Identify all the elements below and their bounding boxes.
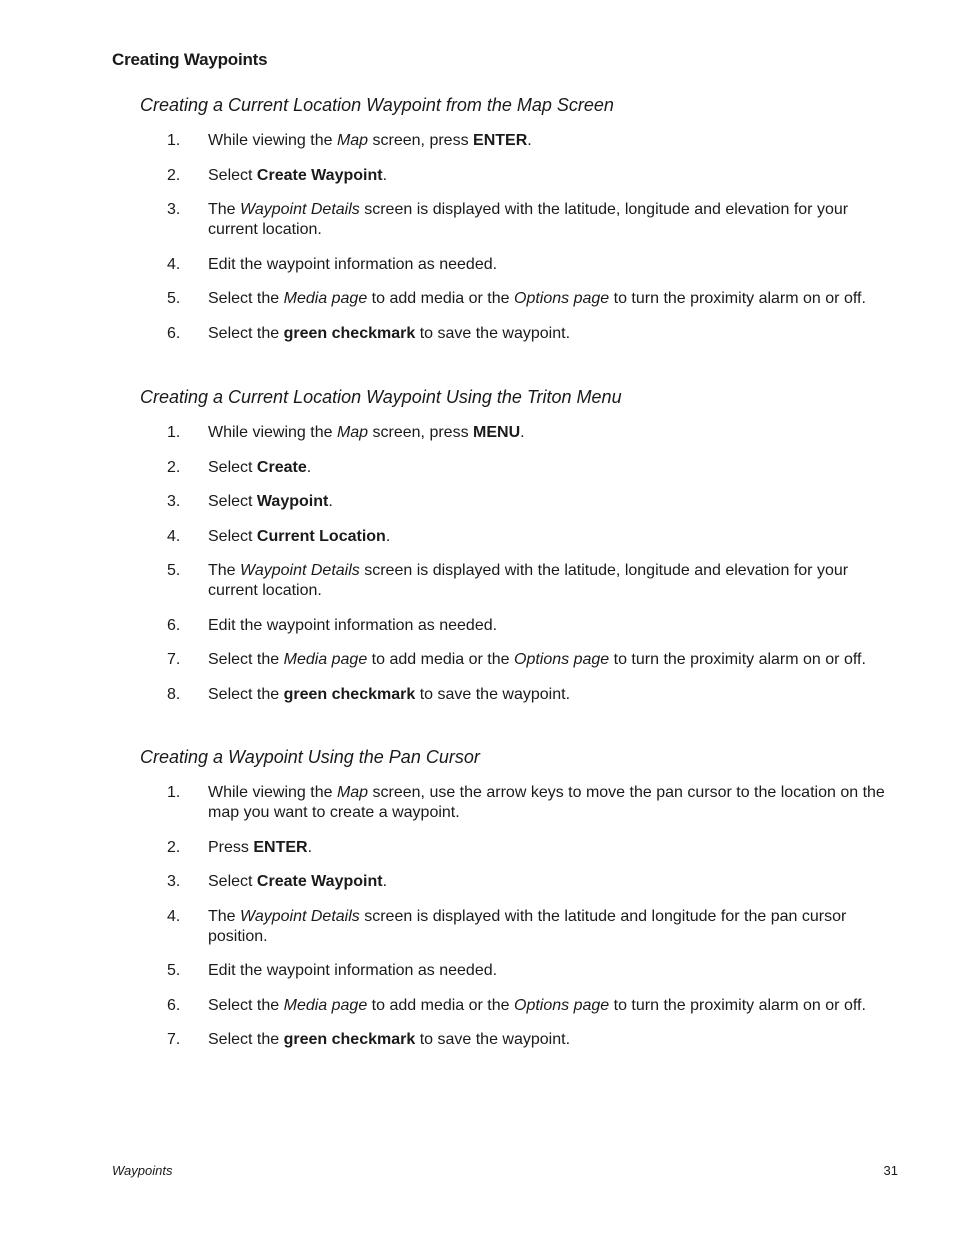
step-text-run: screen, press	[368, 424, 474, 441]
bold-term: green checkmark	[283, 685, 416, 703]
list-item	[167, 1030, 894, 1050]
step-text-run: Press	[208, 838, 254, 856]
bold-term: green checkmark	[283, 1031, 416, 1048]
step-text	[208, 458, 894, 478]
step-text-run: .	[385, 527, 391, 545]
step-text-run: screen is displayed with the latitude, longitude and elevation for your current location.	[208, 562, 849, 599]
list-item	[167, 423, 894, 443]
step-text-run: While viewing the	[208, 424, 337, 441]
step-number: 3.	[167, 493, 181, 510]
italic-term: Media page	[283, 290, 368, 307]
list-item	[167, 324, 894, 344]
italic-term: Waypoint Details	[240, 201, 360, 218]
step-text	[208, 200, 894, 240]
bold-term: Waypoint	[256, 493, 329, 510]
step-number: 5.	[167, 290, 181, 307]
italic-term: Options page	[514, 651, 610, 668]
italic-term: Media page	[283, 996, 368, 1014]
step-text-run: screen is displayed with the latitude and longitude for the pan cursor position.	[208, 907, 847, 945]
step-text-run: .	[527, 132, 532, 149]
section-heading-map-screen: Creating a Current Location Waypoint from the Map Screen	[140, 95, 614, 115]
step-text-run: Select	[208, 166, 257, 184]
step-text	[208, 838, 894, 858]
step-text-run: .	[382, 873, 388, 890]
bold-term: MENU	[473, 424, 521, 441]
list-item	[167, 650, 894, 670]
step-text-run: .	[306, 458, 312, 476]
step-text-run: .	[307, 838, 313, 856]
page-number: 31	[883, 1163, 898, 1178]
step-text-run: Select	[208, 527, 257, 545]
italic-term: Options page	[514, 996, 610, 1014]
step-number: 4.	[167, 255, 181, 273]
list-item	[167, 561, 894, 601]
step-text-run: Select the	[208, 1031, 284, 1048]
italic-term: Waypoint Details	[240, 907, 360, 925]
step-text-run: screen, press	[368, 132, 474, 149]
list-item	[167, 289, 894, 309]
list-item	[167, 783, 894, 823]
step-text-run: to save the waypoint.	[415, 1031, 571, 1048]
list-item	[167, 527, 894, 547]
list-item	[167, 616, 894, 636]
list-item	[167, 872, 894, 892]
step-number: 5.	[167, 962, 181, 979]
step-text	[208, 423, 894, 443]
list-item	[167, 996, 894, 1016]
step-text-run: screen is displayed with the latitude, longitude and elevation for your current location.	[208, 201, 849, 238]
step-text	[208, 961, 894, 981]
step-text-run: The	[208, 562, 241, 579]
step-text-run: Select	[208, 873, 257, 890]
bold-term: Current Location	[256, 527, 386, 545]
step-text-run: Select the	[208, 324, 284, 342]
steps-list-map-screen	[167, 131, 894, 358]
bold-term: Create Waypoint	[256, 166, 383, 184]
step-number: 1.	[167, 784, 181, 801]
step-number: 7.	[167, 1031, 181, 1048]
step-text	[208, 996, 894, 1016]
step-text	[208, 492, 894, 512]
list-item	[167, 131, 894, 151]
step-text-run: Select the	[208, 685, 284, 703]
step-number: 5.	[167, 562, 181, 579]
step-number: 3.	[167, 201, 181, 218]
step-text	[208, 255, 894, 275]
step-text-run: Edit the waypoint information as needed.	[208, 962, 498, 979]
step-number: 7.	[167, 651, 181, 668]
step-text-run: to turn the proximity alarm on or off.	[609, 651, 866, 668]
step-text	[208, 907, 894, 947]
italic-term: Map	[336, 424, 369, 441]
step-text	[208, 131, 894, 151]
step-text	[208, 1030, 894, 1050]
step-text	[208, 783, 894, 823]
steps-list-pan-cursor	[167, 783, 894, 1065]
step-number: 2.	[167, 838, 181, 856]
list-item	[167, 458, 894, 478]
list-item	[167, 907, 894, 947]
list-item	[167, 492, 894, 512]
list-item	[167, 255, 894, 275]
italic-term: Media page	[283, 651, 368, 668]
step-text-run: While viewing the	[208, 784, 337, 801]
bold-term: ENTER	[473, 132, 528, 149]
step-text-run: to add media or the	[367, 290, 514, 307]
step-text	[208, 561, 894, 601]
step-text	[208, 616, 894, 636]
step-number: 3.	[167, 873, 181, 890]
step-text-run: Edit the waypoint information as needed.	[208, 255, 498, 273]
step-text-run: Select the	[208, 996, 284, 1014]
section-heading-pan-cursor: Creating a Waypoint Using the Pan Cursor	[140, 747, 480, 767]
step-text	[208, 650, 894, 670]
section-heading-triton-menu: Creating a Current Location Waypoint Using the Triton Menu	[140, 387, 622, 407]
bold-term: Create	[256, 458, 307, 476]
bold-term: Create Waypoint	[256, 873, 383, 890]
step-number: 6.	[167, 996, 181, 1014]
step-text-run: to add media or the	[367, 651, 514, 668]
step-text	[208, 872, 894, 892]
italic-term: Options page	[514, 290, 610, 307]
bold-term: green checkmark	[283, 324, 416, 342]
step-text-run: The	[208, 907, 241, 925]
step-number: 4.	[167, 527, 181, 545]
step-number: 6.	[167, 324, 181, 342]
step-text-run: Select the	[208, 651, 284, 668]
step-number: 6.	[167, 616, 181, 634]
step-text-run: screen, use the arrow keys to move the pan cursor to the location on the map you want to create a waypoint.	[208, 784, 885, 821]
step-text	[208, 166, 894, 186]
step-text-run: Select the	[208, 290, 284, 307]
step-text	[208, 527, 894, 547]
page-title: Creating Waypoints	[112, 50, 268, 69]
italic-term: Map	[336, 784, 369, 801]
list-item	[167, 200, 894, 240]
step-text-run: to turn the proximity alarm on or off.	[609, 996, 866, 1014]
step-text-run: to turn the proximity alarm on or off.	[609, 290, 866, 307]
list-item	[167, 961, 894, 981]
step-text-run: The	[208, 201, 241, 218]
list-item	[167, 166, 894, 186]
step-text-run: Select	[208, 458, 257, 476]
step-number: 1.	[167, 424, 181, 441]
italic-term: Waypoint Details	[240, 562, 360, 579]
step-text	[208, 324, 894, 344]
step-number: 1.	[167, 132, 181, 149]
step-text-run: to add media or the	[367, 996, 514, 1014]
list-item	[167, 838, 894, 858]
list-item	[167, 685, 894, 705]
italic-term: Map	[336, 132, 369, 149]
step-text-run: to save the waypoint.	[415, 324, 571, 342]
bold-term: ENTER	[253, 838, 308, 856]
step-text-run: .	[328, 493, 333, 510]
step-text-run: to save the waypoint.	[415, 685, 571, 703]
step-text-run: While viewing the	[208, 132, 337, 149]
footer-section-name: Waypoints	[112, 1163, 173, 1178]
step-text-run: Select	[208, 493, 257, 510]
step-text	[208, 289, 894, 309]
step-number: 4.	[167, 907, 181, 925]
step-text-run: .	[382, 166, 388, 184]
step-text	[208, 685, 894, 705]
step-number: 8.	[167, 685, 181, 703]
step-number: 2.	[167, 166, 181, 184]
step-text-run: .	[520, 424, 525, 441]
steps-list-triton-menu	[167, 423, 894, 719]
step-number: 2.	[167, 458, 181, 476]
step-text-run: Edit the waypoint information as needed.	[208, 616, 498, 634]
